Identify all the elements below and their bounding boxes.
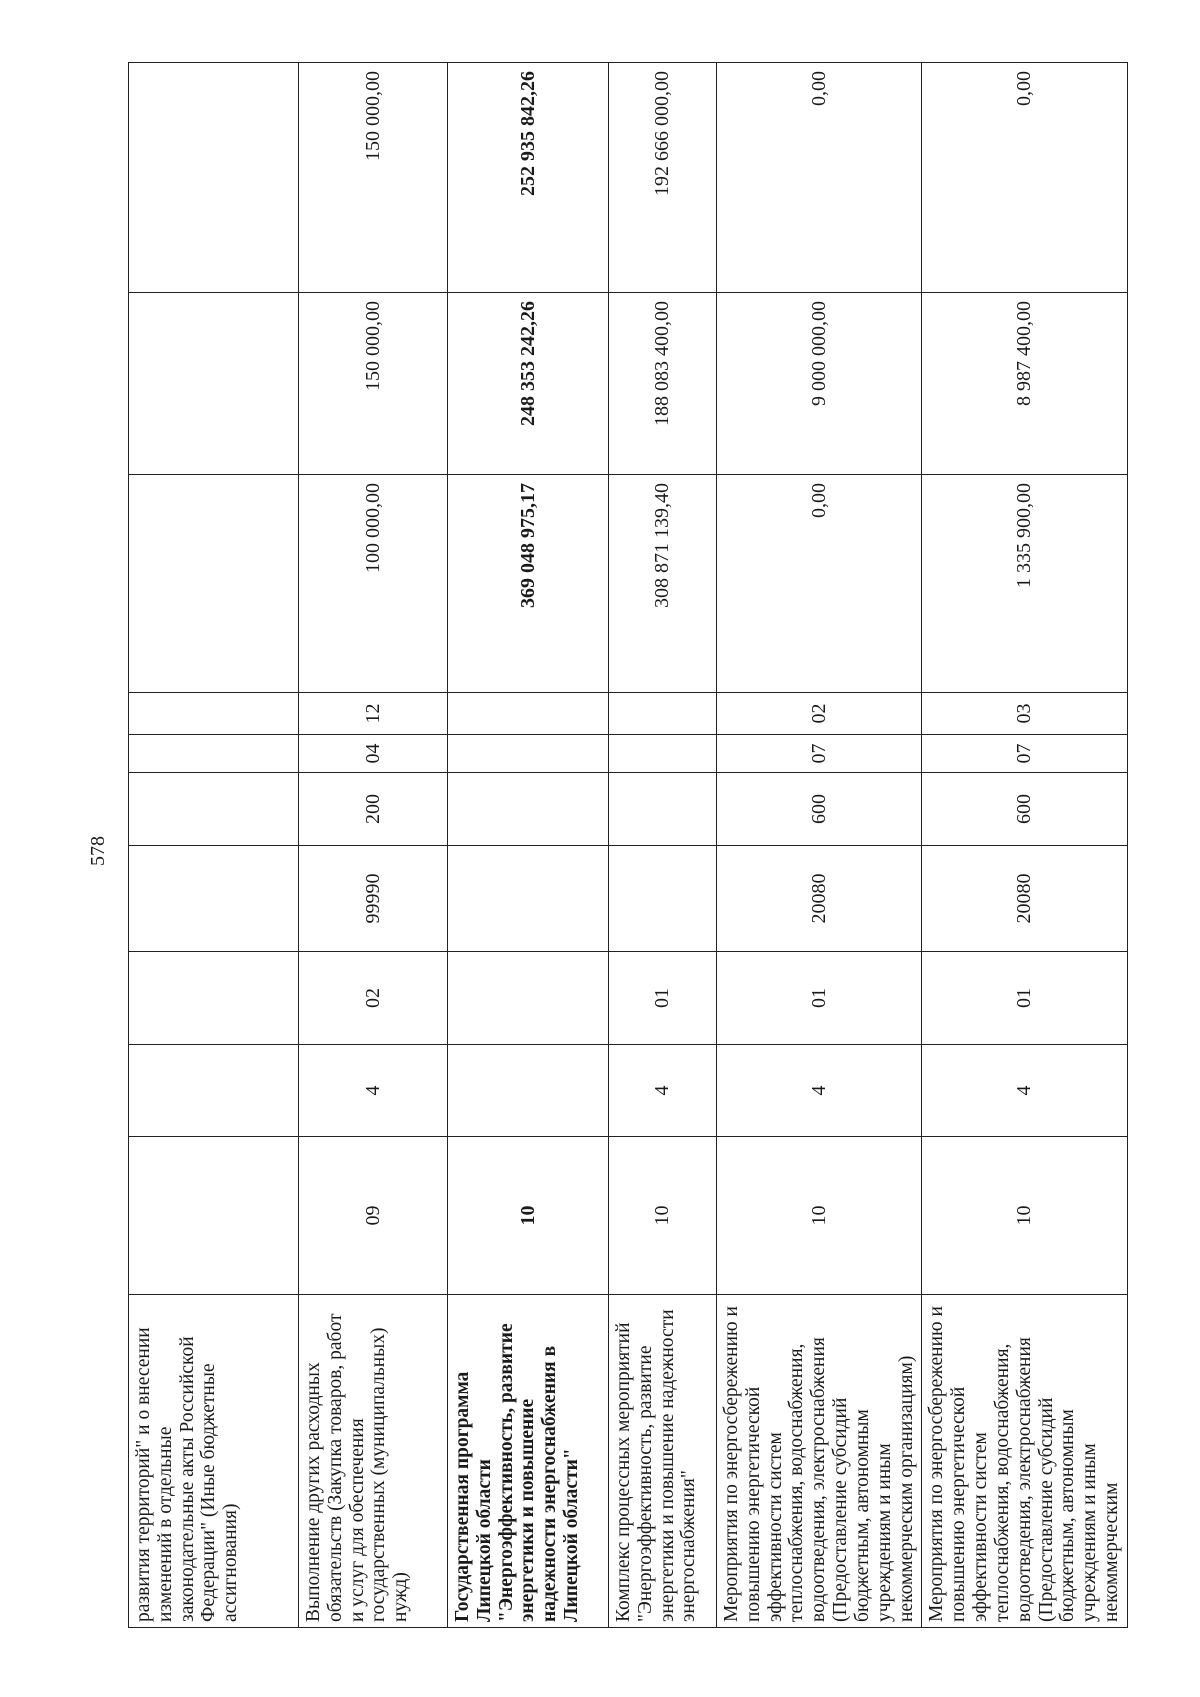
structural-element-cell [448, 952, 609, 1045]
amount-year-1-cell: 100 000,00 [299, 475, 448, 693]
amount-year-2-cell: 150 000,00 [299, 293, 448, 475]
expense-type-cell: 200 [299, 773, 448, 846]
subsection-cell: 02 [717, 693, 922, 735]
structural-element-type-cell: 4 [609, 1045, 717, 1137]
structural-element-type-cell: 4 [922, 1045, 1127, 1137]
expense-type-cell [448, 773, 609, 846]
structural-element-type-cell [448, 1045, 609, 1137]
amount-year-2-cell: 8 987 400,00 [922, 293, 1127, 475]
structural-element-type-cell: 4 [299, 1045, 448, 1137]
expense-direction-cell: 20080 [717, 846, 922, 952]
amount-year-1-cell: 0,00 [717, 475, 922, 693]
subsection-cell [448, 693, 609, 735]
program-code-cell: 10 [717, 1137, 922, 1295]
structural-element-cell: 02 [299, 952, 448, 1045]
program-code-cell: 09 [299, 1137, 448, 1295]
section-cell: 04 [299, 735, 448, 773]
program-code-cell [129, 1137, 299, 1295]
table-row [299, 63, 448, 1628]
table-row [922, 63, 1127, 1628]
budget-table [128, 62, 1128, 1628]
expense-direction-cell [448, 846, 609, 952]
subsection-cell: 03 [922, 693, 1127, 735]
amount-year-1-cell: 369 048 975,17 [448, 475, 609, 693]
structural-element-cell: 01 [717, 952, 922, 1045]
amount-year-3-cell: 252 935 842,26 [448, 63, 609, 293]
table-row [717, 63, 922, 1628]
amount-year-3-cell: 0,00 [922, 63, 1127, 293]
row-name-cell: Выполнение других расходных обязательств (Закупка товаров, работ и услуг для обеспечения государственных (муниципальных) нужд) [299, 1295, 448, 1628]
rotated-table-container [128, 63, 1123, 1628]
expense-direction-cell [609, 846, 717, 952]
amount-year-3-cell [129, 63, 299, 293]
expense-direction-cell: 99990 [299, 846, 448, 952]
amount-year-1-cell: 1 335 900,00 [922, 475, 1127, 693]
amount-year-3-cell: 150 000,00 [299, 63, 448, 293]
row-name-cell: развития территорий" и о внесении изменений в отдельные законодательные акты Российской Федерации" (Иные бюджетные ассигнования) [129, 1295, 299, 1628]
amount-year-2-cell: 188 083 400,00 [609, 293, 717, 475]
amount-year-3-cell: 192 666 000,00 [609, 63, 717, 293]
expense-type-cell [609, 773, 717, 846]
table-body [129, 63, 1128, 1628]
table-row [129, 63, 299, 1628]
structural-element-type-cell [129, 1045, 299, 1137]
expense-type-cell: 600 [922, 773, 1127, 846]
structural-element-type-cell: 4 [717, 1045, 922, 1137]
section-cell: 07 [922, 735, 1127, 773]
expense-type-cell: 600 [717, 773, 922, 846]
table-row [448, 63, 609, 1628]
amount-year-2-cell: 9 000 000,00 [717, 293, 922, 475]
amount-year-1-cell: 308 871 139,40 [609, 475, 717, 693]
program-code-cell: 10 [448, 1137, 609, 1295]
amount-year-2-cell [129, 293, 299, 475]
program-code-cell: 10 [922, 1137, 1127, 1295]
program-code-cell: 10 [609, 1137, 717, 1295]
amount-year-1-cell [129, 475, 299, 693]
section-cell [129, 735, 299, 773]
structural-element-cell: 01 [609, 952, 717, 1045]
expense-direction-cell [129, 846, 299, 952]
row-name-cell: Государственная программа Липецкой области "Энергоэффективность, развитие энергетики и повышение надежности энергоснабжения в Липецкой области" [448, 1295, 609, 1628]
table-row [609, 63, 717, 1628]
subsection-cell [609, 693, 717, 735]
row-name-cell: Мероприятия по энергосбережению и повышению энергетической эффективности систем теплоснабжения, водоснабжения, водоотведения, электроснабжения (Предоставление субсидий бюджетным, автономным учреждениям и иным некоммерческим [922, 1295, 1127, 1628]
section-cell: 07 [717, 735, 922, 773]
expense-type-cell [129, 773, 299, 846]
amount-year-2-cell: 248 353 242,26 [448, 293, 609, 475]
expense-direction-cell: 20080 [922, 846, 1127, 952]
row-name-cell: Комплекс процессных мероприятий "Энергоэффективность, развитие энергетики и повышение надежности энергоснабжения" [609, 1295, 717, 1628]
subsection-cell: 12 [299, 693, 448, 735]
section-cell [609, 735, 717, 773]
page-number: 578 [87, 836, 109, 866]
section-cell [448, 735, 609, 773]
structural-element-cell [129, 952, 299, 1045]
structural-element-cell: 01 [922, 952, 1127, 1045]
row-name-cell: Мероприятия по энергосбережению и повышению энергетической эффективности систем теплоснабжения, водоснабжения, водоотведения, электроснабжения (Предоставление субсидий бюджетным, автономным учреждениям и иным некоммерческим организациям) [717, 1295, 922, 1628]
subsection-cell [129, 693, 299, 735]
amount-year-3-cell: 0,00 [717, 63, 922, 293]
